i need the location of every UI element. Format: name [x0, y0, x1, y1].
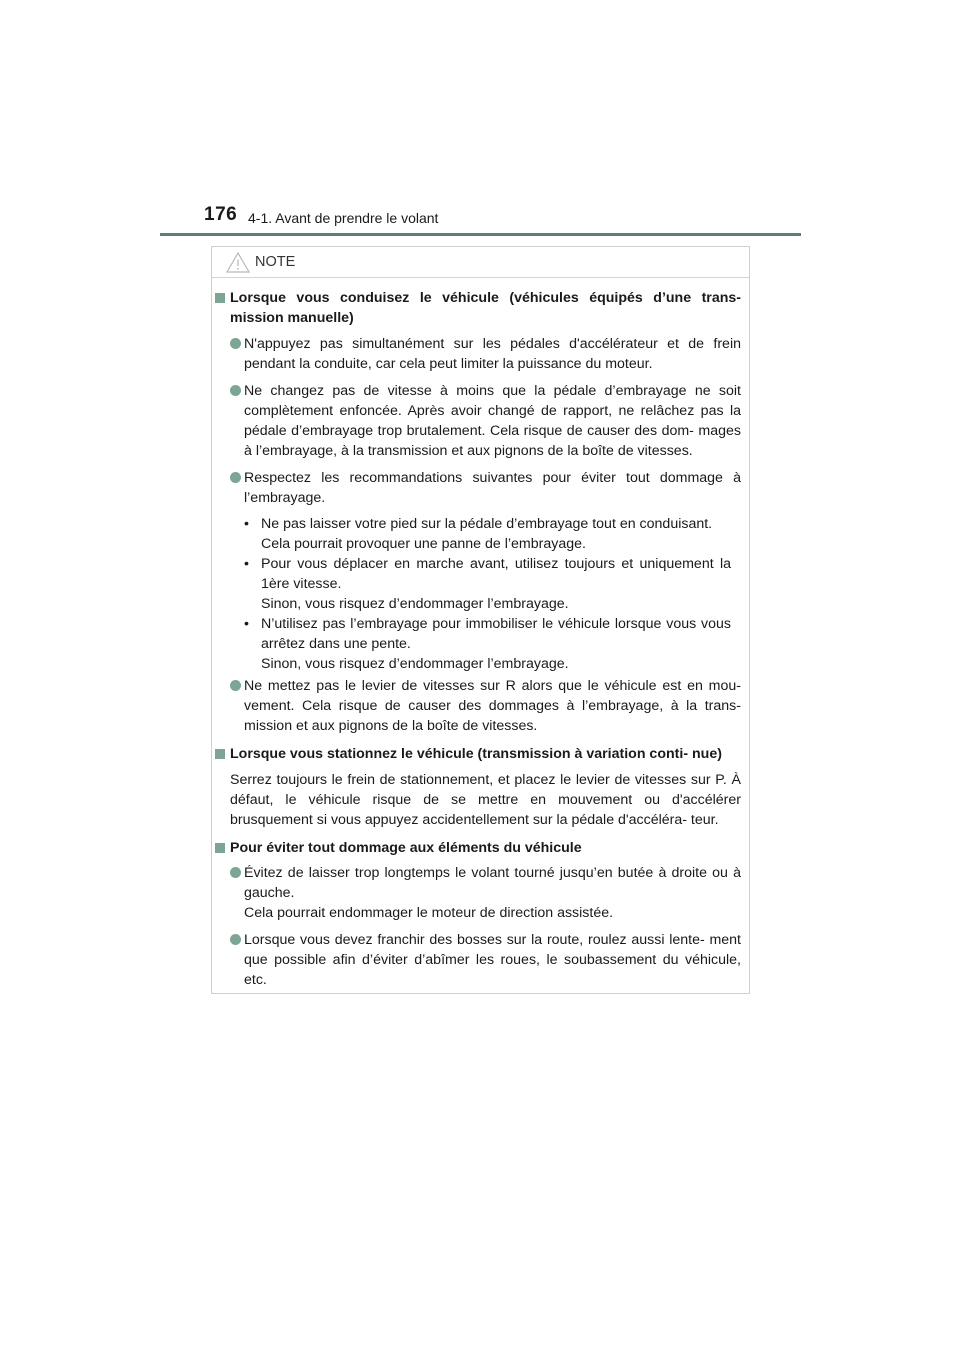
header-rule [160, 233, 801, 236]
square-bullet-icon [215, 843, 225, 853]
section-manual-transmission [212, 288, 749, 736]
list-item: Respectez les recommandations suivantes pour éviter tout dommage à l’embrayage. [230, 468, 741, 508]
circle-bullet-icon [230, 934, 241, 945]
dot-bullet: • [244, 516, 249, 532]
square-bullet-icon [215, 293, 225, 303]
circle-bullet-icon [230, 680, 241, 691]
list-item: Ne changez pas de vitesse à moins que la pédale d’embrayage ne soit complètement enfoncée. Après avoir changé de rapport, ne relâchez pas la pédale d’embrayage trop brutalement. Cela risque de causer des dom- mages à l’embrayage, à la transmission et aux pignons de la boîte de vitesses. [230, 381, 741, 461]
note-header [212, 247, 749, 278]
section-heading: Lorsque vous conduisez le véhicule (véhicules équipés d’une trans- mission manuelle) [230, 288, 741, 328]
note-box [211, 246, 750, 994]
section-title: 4-1. Avant de prendre le volant [248, 210, 439, 226]
square-bullet-icon [215, 749, 225, 759]
list-item: Évitez de laisser trop longtemps le volant tourné jusqu’en butée à droite ou à gauche. Cela pourrait endommager le moteur de direction assistée. [230, 863, 741, 923]
section-vehicle-damage [212, 838, 749, 990]
section-heading: Lorsque vous stationnez le véhicule (transmission à variation conti- nue) [230, 744, 741, 764]
sub-list [230, 514, 741, 674]
page-number: 176 [204, 204, 238, 225]
note-body [212, 278, 749, 990]
note-title: NOTE [255, 254, 296, 270]
sub-list-item: • Pour vous déplacer en marche avant, utilisez toujours et uniquement la 1ère vitesse. Sinon, vous risquez d’endommager l’embrayage. [244, 556, 731, 612]
section-parking [212, 744, 749, 830]
circle-bullet-icon [230, 338, 241, 349]
circle-bullet-icon [230, 867, 241, 878]
sub-list-item: • N’utilisez pas l’embrayage pour immobiliser le véhicule lorsque vous vous arrêtez dans une pente. Sinon, vous risquez d’endommager l’embrayage. [244, 616, 731, 672]
dot-bullet: • [244, 616, 249, 632]
circle-bullet-icon [230, 385, 241, 396]
list-item: Ne mettez pas le levier de vitesses sur R alors que le véhicule est en mou- vement. Cela risque de causer des dommages à l’embrayage, à la trans- mission et aux pignons de la boîte de vitesses. [230, 676, 741, 736]
page-header [204, 204, 804, 230]
circle-bullet-icon [230, 472, 241, 483]
section-heading: Pour éviter tout dommage aux éléments du véhicule [230, 838, 741, 858]
list-item: N'appuyez pas simultanément sur les pédales d'accélérateur et de frein pendant la conduite, car cela peut limiter la puissance du moteur. [230, 334, 741, 374]
dot-bullet: • [244, 556, 249, 572]
list-item: Lorsque vous devez franchir des bosses sur la route, roulez aussi lente- ment que possible afin d’éviter d’abîmer les roues, le soubassement du véhicule, etc. [230, 930, 741, 990]
paragraph: Serrez toujours le frein de stationnement, et placez le levier de vitesses sur P. À défaut, le véhicule risque de se mettre en mouvement ou d'accélérer brusquement si vous appuyez accidentellement sur la pédale d'accéléra- teur. [230, 772, 741, 828]
sub-list-item: • Ne pas laisser votre pied sur la pédale d’embrayage tout en conduisant. Cela pourrait provoquer une panne de l’embrayage. [244, 516, 713, 552]
warning-triangle-icon [226, 252, 250, 273]
